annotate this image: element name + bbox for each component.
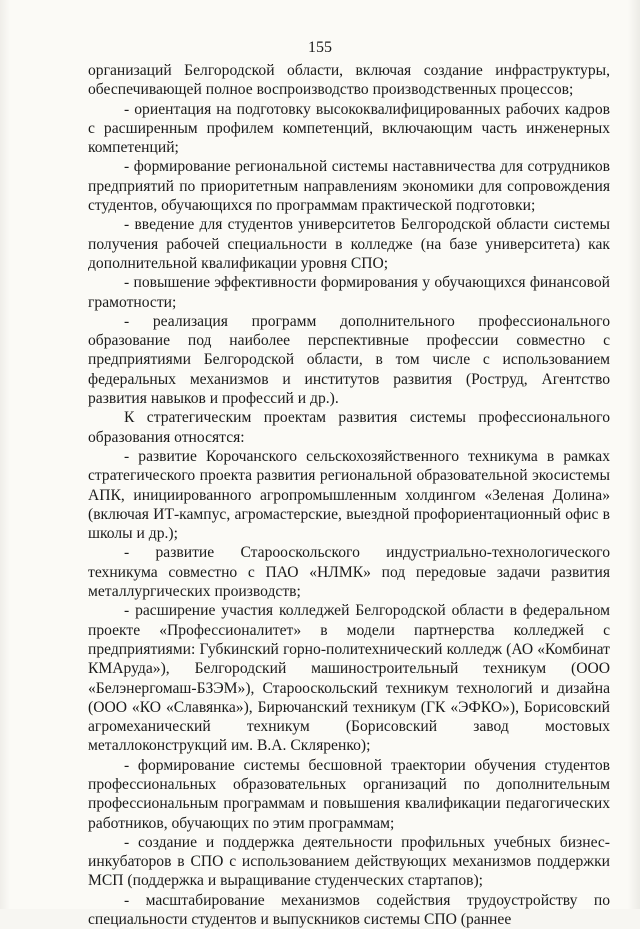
paragraph: - развитие Старооскольского индустриально-технологического техникума совместно с ПАО «НЛМК» под передовые задачи развития металлургических производств; — [88, 544, 610, 601]
paragraph: - масштабирование механизмов содействия трудоустройству по специальности студентов и выпускников системы СПО (раннее — [88, 891, 610, 929]
paragraph: - развитие Корочанского сельскохозяйственного техникума в рамках стратегического проекта развития региональной образовательной экосистемы АПК, инициированного агропромышленным холдингом «Зеленая Долина» (включая ИТ-кампус, агромастерские, выездной профориентационный офис в школы и др.); — [88, 447, 610, 543]
document-body — [88, 61, 610, 929]
page-number: 155 — [308, 39, 332, 56]
paragraph: - ориентация на подготовку высококвалифицированных рабочих кадров с расширенным профилем компетенций, включающим часть инженерных компетенций; — [88, 100, 610, 157]
paragraph: - формирование региональной системы наставничества для сотрудников предприятий по приоритетным направлениям экономики для сопровождения студентов, обучающихся по программам практической подготовки; — [88, 158, 610, 215]
paragraph: К стратегическим проектам развития системы профессионального образования относятся: — [88, 409, 610, 446]
paragraph: - формирование системы бесшовной траектории обучения студентов профессиональных образовательных организаций по дополнительным профессиональным программам и повышения квалификации педагогических работников, обучающих по этим программам; — [88, 756, 610, 832]
paragraph: - создание и поддержка деятельности профильных учебных бизнес-инкубаторов в СПО с использованием действующих механизмов поддержки МСП (поддержка и выращивание студенческих стартапов); — [88, 833, 610, 890]
paragraph: - введение для студентов университетов Белгородской области системы получения рабочей специальности в колледже (на базе университета) как дополнительной квалификации уровня СПО; — [88, 216, 610, 272]
paragraph: - реализация программ дополнительного профессионального образование под наиболее перспективные профессии совместно с предприятиями Белгородской области, в том числе с использованием федеральных механизмов и институтов развития (Роструд, Агентство развития навыков и профессий и др.). — [88, 312, 610, 408]
paragraph: - расширение участия колледжей Белгородской области в федеральном проекте «Профессионалитет» в модели партнерства колледжей с предприятиями: Губкинский горно-политехнический колледж (АО «Комбинат КМАруда»), Белгородский машиностроительный техникум (ООО «Белэнергомаш-БЗЭМ»), Старооскольский техникум технологий и дизайна (ООО «КО «Славянка»), Бирючанский техникум (ГК «ЭФКО»), Борисовский агромеханический техникум (Борисовский завод мостовых металлоконструкций им. В.А. Скляренко); — [88, 602, 610, 755]
paragraph: организаций Белгородской области, включая создание инфраструктуры, обеспечивающей полное воспроизводство производственных процессов; — [88, 62, 610, 99]
paragraph: - повышение эффективности формирования у обучающихся финансовой грамотности; — [88, 274, 610, 311]
